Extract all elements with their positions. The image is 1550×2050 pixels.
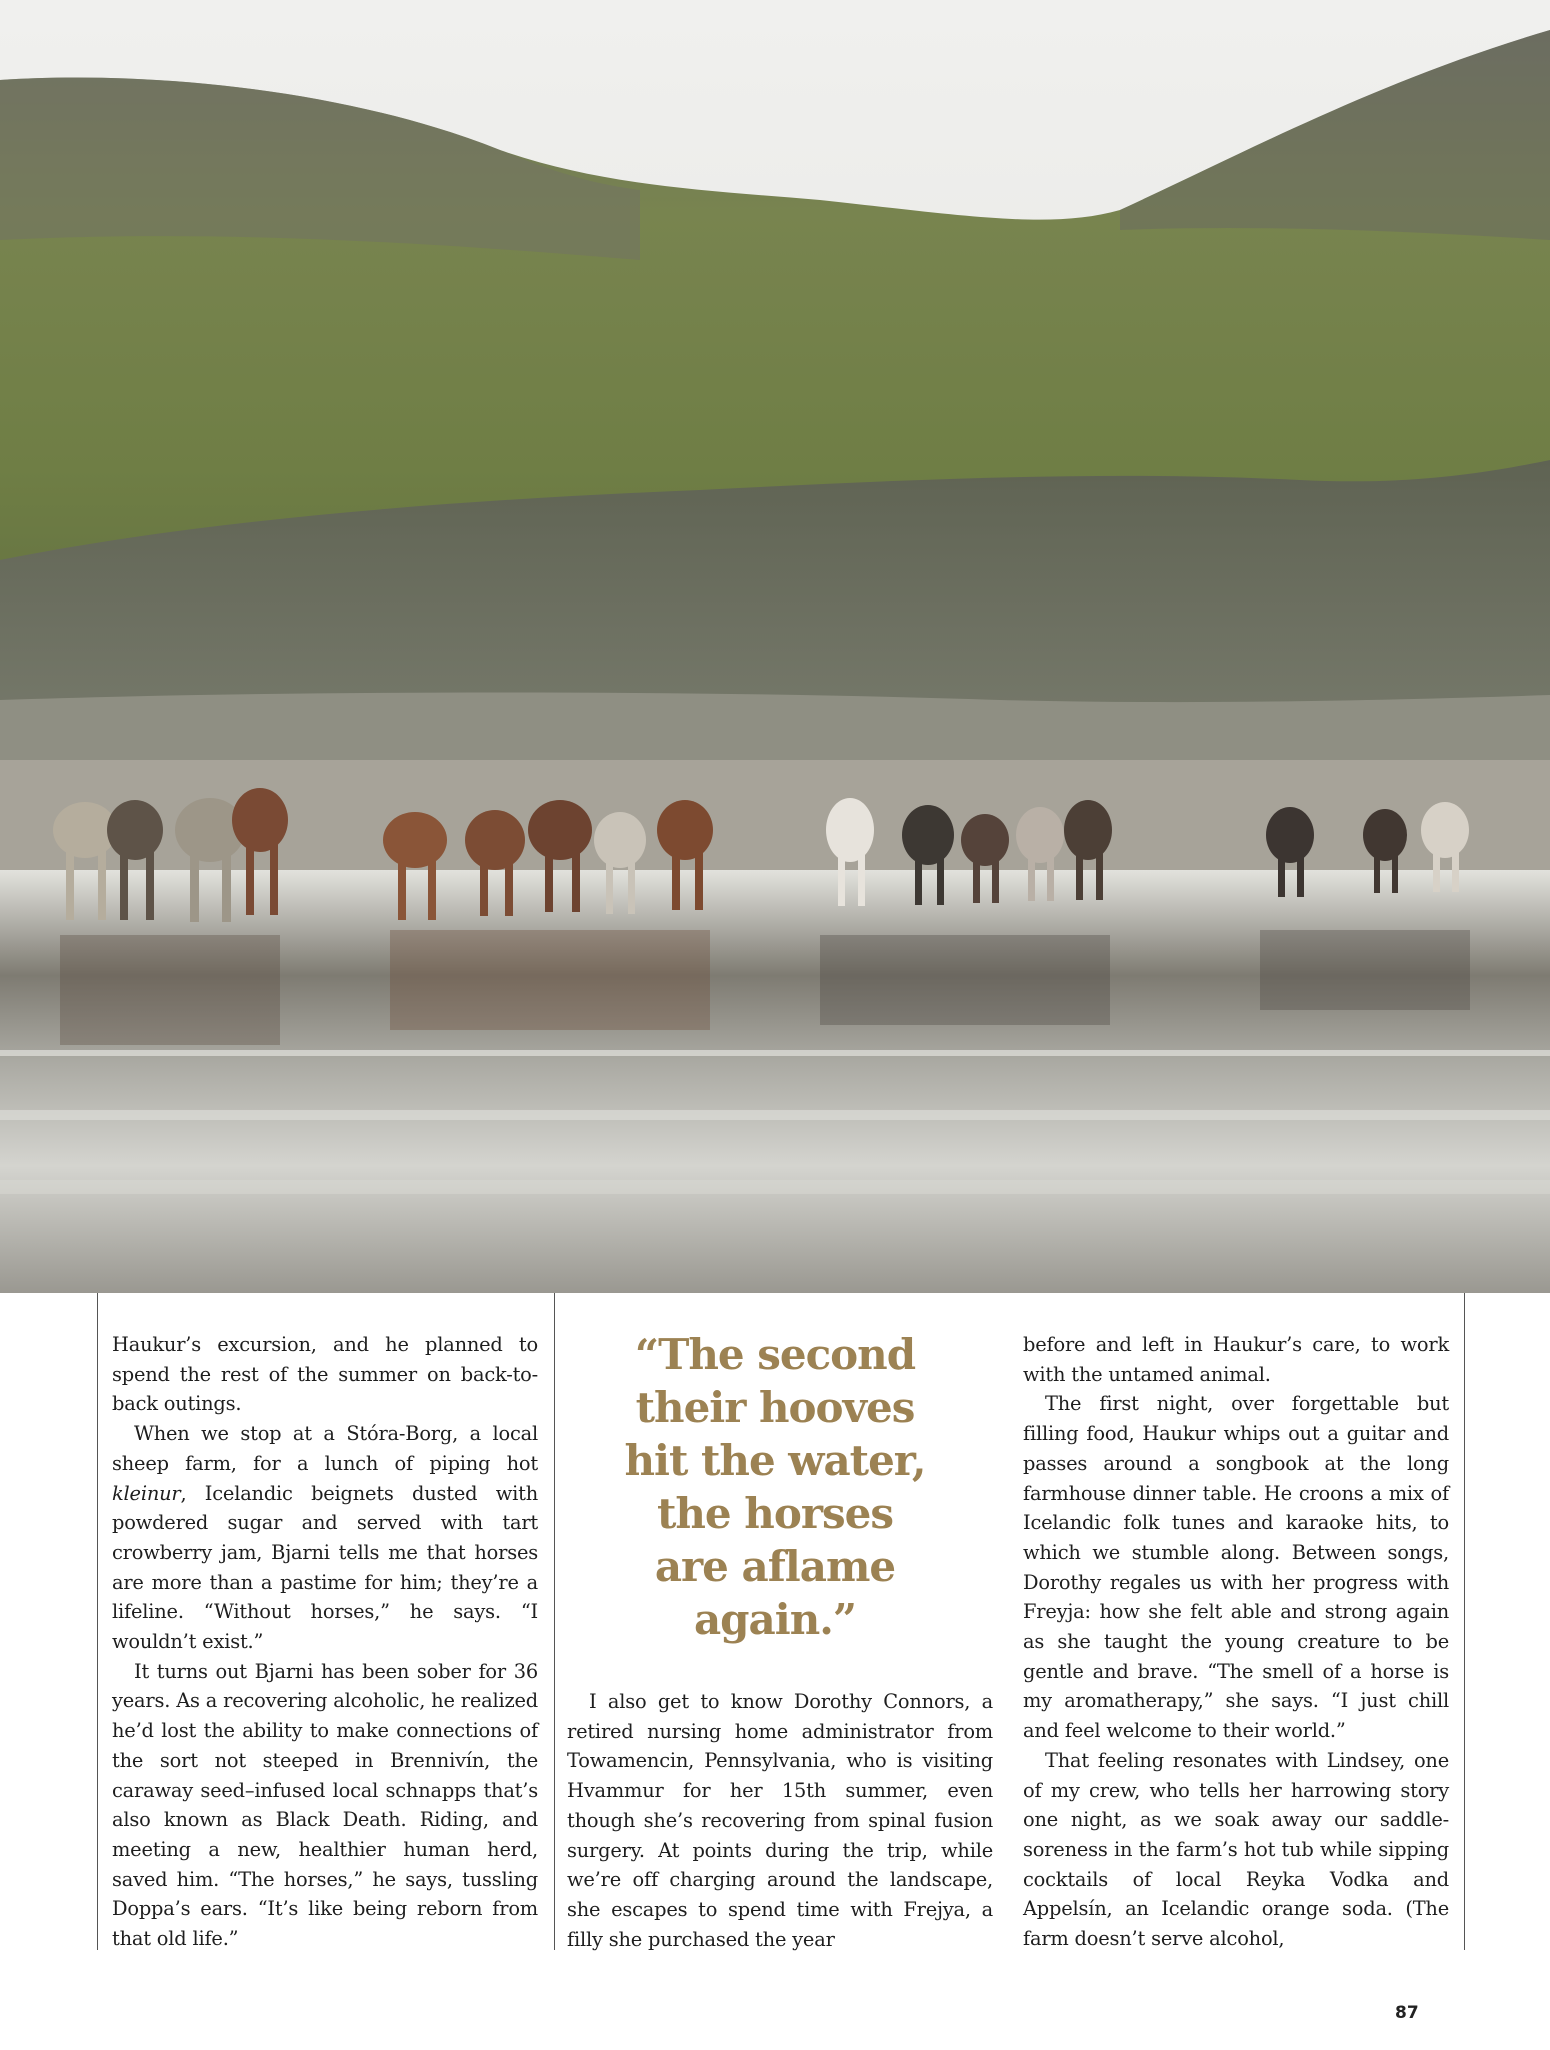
paragraph-text: , Icelandic beignets dusted with powdered sugar and served with tart crowberry jam, Bjarni tells me that horses are more than a pastime for him; they’re a lifeline. “Without horses,” he says. “I wouldn’t exist.” <box>112 1481 538 1654</box>
pull-quote-line: their hooves <box>635 1383 915 1432</box>
paragraph <box>112 1419 538 1657</box>
paragraph-text: When we stop at a Stóra-Borg, a local sheep farm, for a lunch of piping hot <box>112 1422 538 1475</box>
column-rule-middle <box>554 1293 555 1950</box>
pull-quote-line: hit the water, <box>624 1436 926 1485</box>
column-rule-left <box>97 1293 98 1950</box>
column-rule-right <box>1464 1293 1465 1950</box>
paragraph: The first night, over forgettable but filling food, Haukur whips out a guitar and passes around a songbook at the long farmhouse dinner table. He croons a mix of Icelandic folk tunes and karaoke hits, to which we stumble along. Between songs, Dorothy regales us with her progress with Freyja: how she felt able and strong again as she taught the young creature to be gentle and brave. “The smell of a horse is my aromatherapy,” she says. “I just chill and feel welcome to their world.” <box>1023 1392 1449 1743</box>
paragraph: I also get to know Dorothy Connors, a retired nursing home administrator from Towamencin, Pennsylvania, who is visiting Hvammur for her 15th summer, even though she’s recovering from spinal fusion surgery. At points during the trip, while we’re off charging around the landscape, she escapes to spend time with Frejya, a filly she purchased the year <box>567 1690 993 1951</box>
paragraph: before and left in Haukur’s care, to work with the untamed animal. <box>1023 1333 1449 1386</box>
italic-term: kleinur <box>112 1481 181 1505</box>
article-column-2 <box>567 1687 993 1954</box>
article-column-1 <box>112 1330 538 1954</box>
article-column-3 <box>1023 1330 1449 1954</box>
pull-quote-line: again.” <box>693 1595 857 1644</box>
paragraph: It turns out Bjarni has been sober for 36 years. As a recovering alcoholic, he realized he’d lost the ability to make connections of the sort not steeped in Brennivín, the caraway seed–infused local schnapps that’s also known as Black Death. Riding, and meeting a new, healthier human herd, saved him. “The horses,” he says, tussling Doppa’s ears. “It’s like being reborn from that old life.” <box>112 1659 538 1951</box>
paragraph: That feeling resonates with Lindsey, one of my crew, who tells her harrowing story one night, as we soak away our saddle-soreness in the farm’s hot tub while sipping cocktails of local Reyka Vodka and Appelsín, an Icelandic orange soda. (The farm doesn’t serve alcohol, <box>1023 1748 1449 1951</box>
pull-quote-line: the horses <box>657 1489 893 1538</box>
page-number: 87 <box>1395 2003 1419 2023</box>
pull-quote <box>575 1328 975 1646</box>
pull-quote-line: are aflame <box>654 1542 896 1591</box>
paragraph: Haukur’s excursion, and he planned to spend the rest of the summer on back-to-back outings. <box>112 1333 538 1416</box>
pull-quote-line: “The second <box>634 1330 916 1379</box>
